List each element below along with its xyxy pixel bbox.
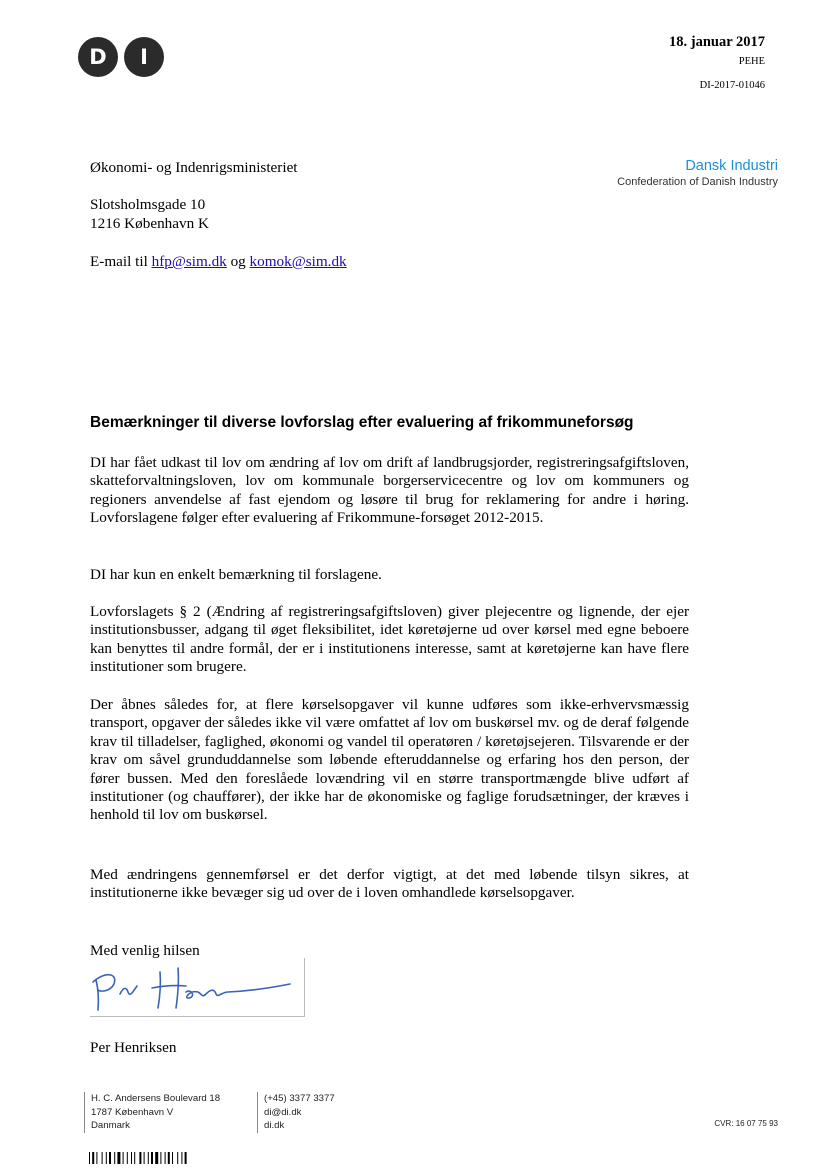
recipient-name: Økonomi- og Indenrigsministeriet (90, 159, 298, 176)
barcode-bar (131, 1152, 132, 1164)
barcode-bar (168, 1152, 170, 1164)
barcode-bar (151, 1152, 153, 1164)
barcode-bar (165, 1152, 166, 1164)
di-logo (78, 37, 168, 77)
email-prefix: E-mail til (90, 253, 148, 270)
barcode-bar (106, 1152, 107, 1164)
footer-contact (257, 1092, 335, 1133)
barcode-bar (92, 1152, 94, 1164)
brand-block (617, 157, 778, 189)
footer-cvr: CVR: 16 07 75 93 (714, 1119, 778, 1128)
barcode-bar (89, 1152, 90, 1164)
brand-name: Dansk Industri (685, 158, 778, 174)
footer-address-line2: 1787 København V (91, 1106, 174, 1118)
signature-box (90, 958, 305, 1017)
barcode-bar (139, 1152, 141, 1164)
closing-greeting: Med venlig hilsen (90, 942, 200, 959)
barcode-bar (127, 1152, 128, 1164)
logo-i-circle: I (124, 37, 164, 77)
recipient-email-line (90, 252, 347, 271)
barcode-bar (96, 1152, 97, 1164)
letter-date: 18. januar 2017 (668, 34, 765, 50)
barcode-bar (148, 1152, 149, 1164)
barcode-bar (181, 1152, 182, 1164)
body-paragraph: Lovforslagets § 2 (Ændring af registreringsafgiftsloven) giver plejecentre og lignende, der ejer institutionsbusser, adgang til øget fleksibilitet, idet køretøjerne ud over kørsel med egne beboere kan benyttes til andre formål, der er i institutionens interesse, samt at køretøjerne kan have flere institutioner som brugere. (90, 603, 689, 676)
brand-tagline: Confederation of Danish Industry (617, 176, 778, 188)
body-paragraph: DI har kun en enkelt bemærkning til forslagene. (90, 566, 382, 583)
footer-address-line3: Danmark (91, 1120, 130, 1131)
barcode-bar (134, 1152, 135, 1164)
handwritten-signature (90, 958, 304, 1016)
email-link-hfp[interactable]: hfp@sim.dk (151, 253, 227, 270)
email-join: og (230, 253, 246, 270)
barcode-bar (160, 1152, 161, 1164)
body-paragraph: DI har fået udkast til lov om ændring af lov om drift af landbrugsjorder, registreringsafgiftsloven, skatteforvaltningsloven, lov om kommunale borgerservicecentre og lov om kommuners og regioners anvendelse af fast ejendom og løsøre til brug for reklamering for andre i høring. Lovforslagene følger efter evaluering af Frikommune-forsøget 2012-2015. (90, 454, 689, 527)
reference-number: DI-2017-01046 (699, 80, 765, 91)
recipient-city: 1216 København K (90, 215, 209, 232)
body-paragraph: Der åbnes således for, at flere kørselsopgaver vil kunne udføres som ikke-erhvervsmæssig transport, opgaver der således ikke vil være omfattet af lov om buskørsel mv. og de deraf følgende krav til tilladelser, faglighed, økonomi og vandel til operatøren / køretøjsejeren. Tilsvarende er der krav om såvel grunduddannelse som løbende efteruddannelse og erfaring hos den person, der fører bussen. Med den foreslåede lovændring vil en større transportmængde blive udført af institutioner (og chauffører), der ikke har de økonomiske og faglige forudsætninger, der kræves i henhold til lov om buskørsel. (90, 696, 689, 824)
barcode-bar (185, 1152, 187, 1164)
barcode-bar (117, 1152, 120, 1164)
body-paragraph: Med ændringens gennemførsel er det derfor vigtigt, at det med løbende tilsyn sikres, at institutionerne ikke bevæger sig ud over de i loven omhandlede kørselsopgaver. (90, 866, 689, 902)
signer-name: Per Henriksen (90, 1039, 177, 1056)
letter-title: Bemærkninger til diverse lovforslag efter evaluering af frikommuneforsøg (90, 414, 634, 431)
barcode-bar (109, 1152, 111, 1164)
footer-web[interactable]: di.dk (264, 1120, 285, 1131)
barcode-bar (102, 1152, 103, 1164)
barcode-bar (114, 1152, 115, 1164)
footer-phone: (+45) 3377 3377 (264, 1093, 335, 1104)
recipient-street: Slotsholmsgade 10 (90, 196, 206, 213)
barcode-bar (177, 1152, 178, 1164)
barcode-bar (172, 1152, 173, 1164)
email-link-komok[interactable]: komok@sim.dk (249, 253, 347, 270)
barcode-bar (155, 1152, 158, 1164)
footer-address-line1: H. C. Andersens Boulevard 18 (91, 1093, 221, 1104)
logo-d-circle: D (78, 37, 118, 77)
barcode-bar (144, 1152, 145, 1164)
footer-email[interactable]: di@di.dk (264, 1106, 302, 1118)
barcode (89, 1152, 219, 1164)
author-initials: PEHE (738, 56, 765, 67)
footer-address (84, 1092, 220, 1133)
barcode-bar (123, 1152, 124, 1164)
